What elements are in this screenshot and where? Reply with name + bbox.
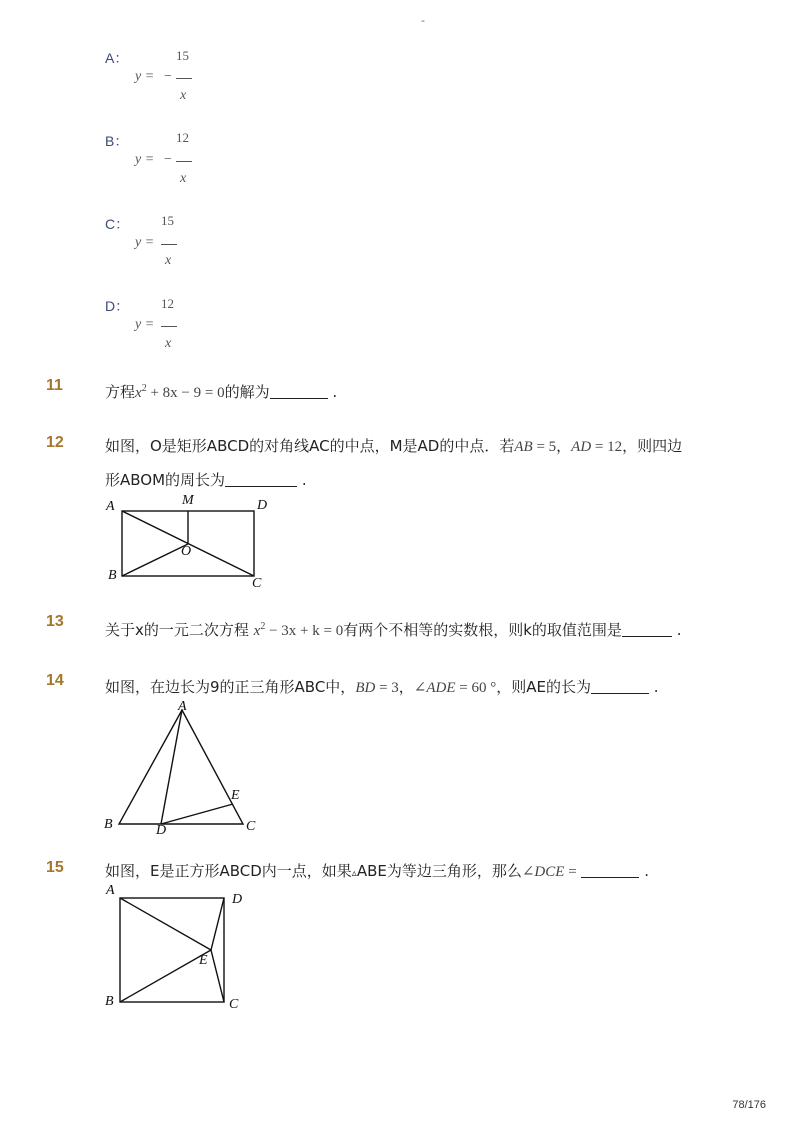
fraction-bar bbox=[161, 244, 177, 245]
question-15-text: 如图，E是正方形ABCD内一点，如果▵ABE为等边三角形，那么∠DCE = . bbox=[105, 862, 649, 880]
point-label: E bbox=[199, 953, 208, 968]
option-label: D： bbox=[105, 298, 130, 314]
fraction-bar bbox=[176, 78, 192, 79]
answer-blank[interactable] bbox=[225, 472, 297, 487]
question-14-text: 如图，在边长为9的正三角形ABC中，BD = 3，∠ADE = 60 °，则AE的长为 . bbox=[105, 678, 659, 696]
point-label: A bbox=[106, 883, 115, 898]
question-number: 14 bbox=[46, 672, 64, 689]
option-label: B： bbox=[105, 133, 129, 149]
segment-ae bbox=[120, 898, 211, 950]
fraction-numerator: 15 bbox=[176, 48, 189, 63]
point-label: E bbox=[231, 788, 240, 803]
option-label: C： bbox=[105, 216, 130, 232]
equation-lhs: y = bbox=[135, 235, 155, 250]
point-label: O bbox=[181, 544, 192, 559]
rectangle-figure bbox=[100, 488, 280, 593]
point-label: C bbox=[229, 997, 239, 1012]
fraction-denominator: x bbox=[165, 253, 172, 268]
segment-be bbox=[120, 950, 211, 1002]
page-number: 78/176 bbox=[732, 1099, 766, 1111]
point-label: A bbox=[106, 499, 115, 514]
segment-ad bbox=[161, 710, 182, 824]
segment-bo bbox=[122, 544, 188, 576]
segment-de bbox=[211, 898, 224, 950]
point-label: D bbox=[257, 498, 268, 513]
segment-de bbox=[161, 804, 233, 824]
question-number: 11 bbox=[46, 377, 63, 394]
question-number: 15 bbox=[46, 859, 64, 876]
point-label: D bbox=[232, 892, 243, 907]
answer-blank[interactable] bbox=[581, 863, 639, 878]
fraction-bar bbox=[176, 161, 192, 162]
fraction-denominator: x bbox=[165, 336, 172, 351]
option-label: A： bbox=[105, 50, 129, 66]
header-mark: - bbox=[421, 14, 425, 27]
fraction-denominator: x bbox=[180, 88, 187, 103]
point-label: B bbox=[104, 817, 113, 832]
point-label: B bbox=[105, 994, 114, 1009]
minus-sign: − bbox=[164, 152, 172, 167]
answer-blank[interactable] bbox=[622, 622, 672, 637]
question-number: 12 bbox=[46, 434, 64, 451]
answer-blank[interactable] bbox=[270, 384, 328, 399]
point-label: D bbox=[156, 823, 167, 837]
fraction-denominator: x bbox=[180, 171, 187, 186]
triangle-figure bbox=[100, 695, 270, 837]
point-label: A bbox=[178, 699, 187, 714]
point-label: C bbox=[246, 819, 256, 834]
fraction-numerator: 12 bbox=[161, 296, 174, 311]
fraction-numerator: 15 bbox=[161, 213, 174, 228]
equation-lhs: y = bbox=[135, 69, 155, 84]
square-figure bbox=[100, 880, 260, 1015]
question-12-line1: 如图，O是矩形ABCD的对角线AC的中点，M是AD的中点．若AB = 5，AD = 12，则四边 bbox=[105, 437, 683, 455]
equation-lhs: y = bbox=[135, 152, 155, 167]
point-label: C bbox=[252, 576, 262, 591]
answer-blank[interactable] bbox=[591, 679, 649, 694]
question-number: 13 bbox=[46, 613, 64, 630]
square-abcd bbox=[120, 898, 224, 1002]
question-13-text: 关于x的一元二次方程 $x^2 - 3x + k = 0$有两个不相等的实数根，则k的取值范围是 . bbox=[105, 621, 682, 639]
question-11-text: 方程$x^2 + 8x - 9 = 0$的解为 . bbox=[105, 383, 338, 401]
fraction-numerator: 12 bbox=[176, 130, 189, 145]
minus-sign: − bbox=[164, 69, 172, 84]
segment-ce bbox=[211, 950, 224, 1002]
question-12-line2: 形ABOM的周长为 . bbox=[105, 471, 307, 489]
fraction-bar bbox=[161, 326, 177, 327]
point-label: B bbox=[108, 568, 117, 583]
point-label: M bbox=[182, 493, 194, 508]
equation-lhs: y = bbox=[135, 317, 155, 332]
